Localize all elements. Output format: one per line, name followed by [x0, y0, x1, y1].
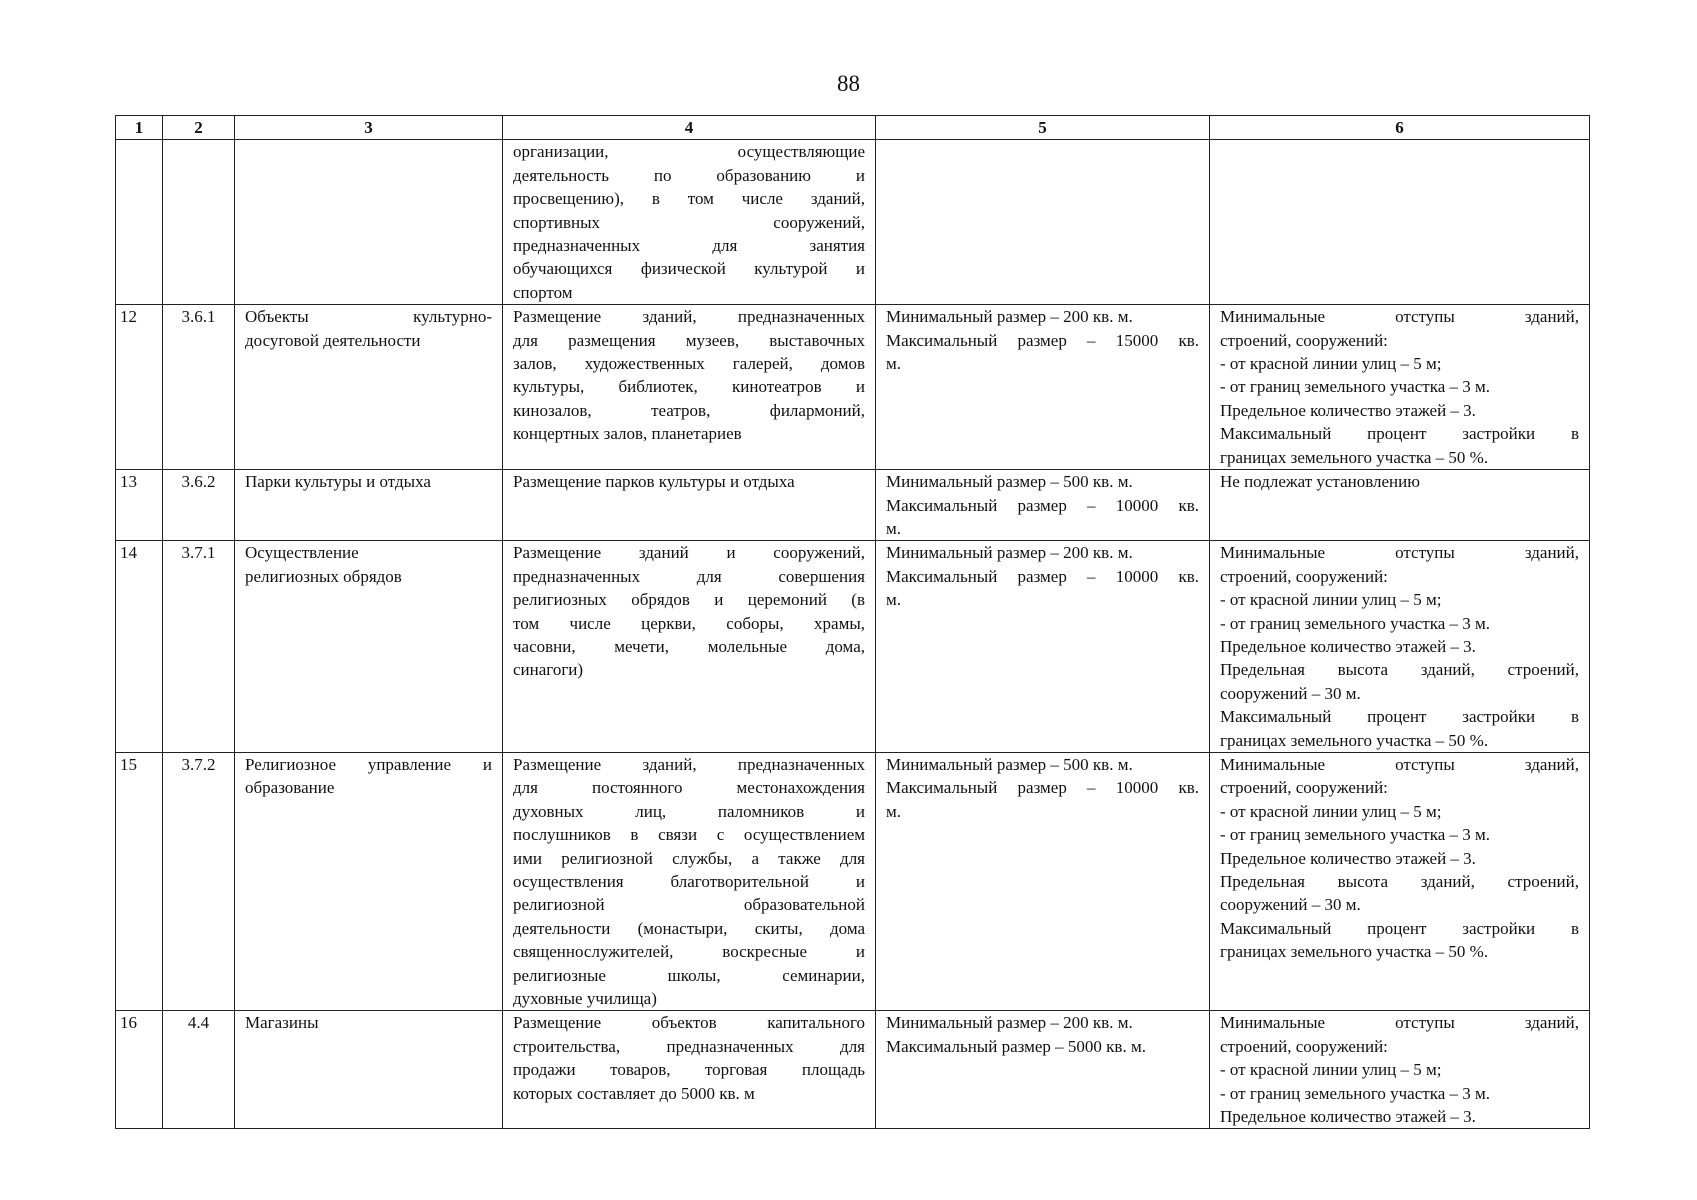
desc-line: священнослужителей, воскресные и [513, 942, 865, 962]
desc-line: концертных залов, планетариев [513, 424, 742, 444]
desc-line: Размещение объектов капитального [513, 1013, 865, 1033]
plot-size-cell [876, 1011, 1210, 1129]
table-row [116, 470, 1590, 541]
plot-size-cell [876, 470, 1210, 541]
desc-line: духовных лиц, паломников и [513, 801, 865, 821]
desc-line: спортивных сооружений, [513, 212, 865, 232]
params-line: - от границ земельного участка – 3 м. [1220, 825, 1490, 845]
construction-parameters-cell [1210, 305, 1590, 470]
construction-parameters-cell [1210, 1011, 1590, 1129]
params-line: Предельная высота зданий, строений, [1220, 872, 1579, 891]
name-line: Объекты культурно- [245, 307, 492, 327]
desc-line: том числе церкви, соборы, храмы, [513, 613, 865, 633]
row-code-cell: 4.4 [163, 1011, 235, 1129]
params-line: - от красной линии улиц – 5 м; [1220, 354, 1442, 374]
size-line: Минимальный размер – 500 кв. м. [886, 472, 1133, 492]
size-line: Минимальный размер – 500 кв. м. [886, 754, 1133, 774]
params-line: - от границ земельного участка – 3 м. [1220, 377, 1490, 397]
row-code-cell: 3.7.2 [163, 752, 235, 1010]
row-number-cell [116, 140, 163, 305]
params-line: границах земельного участка – 50 %. [1220, 447, 1489, 467]
params-line: Минимальные отступы зданий, [1220, 1013, 1579, 1033]
params-line: - от красной линии улиц – 5 м; [1220, 801, 1442, 821]
desc-line: религиозных обрядов и церемоний (в [513, 590, 865, 610]
name-line: Парки культуры и отдыха [245, 472, 431, 492]
params-line: сооружений – 30 м. [1220, 683, 1361, 703]
permitted-use-name-cell [235, 140, 503, 305]
permitted-use-name-cell [235, 305, 503, 470]
desc-line: спортом [513, 282, 573, 302]
plot-size-cell [876, 541, 1210, 753]
params-line: - от красной линии улиц – 5 м; [1220, 1060, 1442, 1080]
params-line: - от границ земельного участка – 3 м. [1220, 1083, 1490, 1103]
plot-size-cell [876, 305, 1210, 470]
size-line: Максимальный размер – 10000 кв. [886, 566, 1199, 586]
table-row [116, 541, 1590, 753]
desc-line: религиозной образовательной [513, 895, 865, 915]
name-line: Религиозное управление и [245, 754, 492, 774]
params-line: Максимальный процент застройки в [1220, 424, 1579, 444]
table-row [116, 1011, 1590, 1129]
desc-line: для размещения музеев, выставочных [513, 330, 865, 350]
desc-line: культуры, библиотек, кинотеатров и [513, 377, 865, 397]
params-line: Минимальные отступы зданий, [1220, 543, 1579, 563]
header-cell-4: 4 [503, 116, 876, 140]
permitted-use-description-cell [503, 752, 876, 1010]
params-line: Максимальный процент застройки в [1220, 707, 1579, 727]
desc-line: которых составляет до 5000 кв. м [513, 1083, 755, 1103]
size-line: Максимальный размер – 10000 кв. [886, 778, 1199, 798]
desc-line: часовни, мечети, молельные дома, [513, 636, 865, 656]
construction-parameters-cell [1210, 140, 1590, 305]
desc-line: строительства, предназначенных для [513, 1036, 865, 1056]
permitted-use-name-cell [235, 541, 503, 753]
name-line: досуговой деятельности [245, 330, 421, 350]
desc-line: послушников в связи с осуществлением [513, 825, 865, 845]
desc-line: кинозалов, театров, филармоний, [513, 400, 865, 420]
permitted-use-name-cell [235, 470, 503, 541]
name-line: Магазины [245, 1013, 319, 1033]
permitted-use-name-cell [235, 752, 503, 1010]
header-cell-6: 6 [1210, 116, 1590, 140]
params-line: Минимальные отступы зданий, [1220, 307, 1579, 327]
desc-line: деятельность по образованию и [513, 165, 865, 185]
desc-line: просвещению), в том числе зданий, [513, 189, 865, 209]
size-line: м. [886, 518, 902, 538]
row-code-cell: 3.7.1 [163, 541, 235, 753]
size-line: Минимальный размер – 200 кв. м. [886, 1013, 1133, 1033]
params-line: строений, сооружений: [1220, 566, 1388, 586]
row-number-cell: 12 [116, 305, 163, 470]
desc-line: религиозные школы, семинарии, [513, 965, 865, 985]
desc-line: Размещение зданий, предназначенных [513, 307, 865, 327]
desc-line: обучающихся физической культурой и [513, 259, 865, 279]
desc-line: деятельности (монастыри, скиты, дома [513, 918, 865, 938]
desc-line: залов, художественных галерей, домов [513, 354, 865, 374]
regulations-table [115, 115, 1590, 1129]
table-row [116, 140, 1590, 305]
header-row [116, 116, 1590, 140]
desc-line: для постоянного местонахождения [513, 778, 865, 798]
desc-line: синагоги) [513, 660, 584, 680]
params-line: строений, сооружений: [1220, 330, 1388, 350]
params-line: границах земельного участка – 50 %. [1220, 730, 1489, 750]
params-line: строений, сооружений: [1220, 1036, 1388, 1056]
desc-line: духовные училища) [513, 989, 657, 1009]
permitted-use-description-cell [503, 541, 876, 753]
size-line: Максимальный размер – 10000 кв. [886, 495, 1199, 515]
table-row [116, 305, 1590, 470]
params-line: сооружений – 30 м. [1220, 895, 1361, 915]
size-line: Минимальный размер – 200 кв. м. [886, 543, 1133, 563]
params-line: Предельное количество этажей – 3. [1220, 1107, 1476, 1127]
row-number-cell: 15 [116, 752, 163, 1010]
row-number-cell: 16 [116, 1011, 163, 1129]
size-line: Минимальный размер – 200 кв. м. [886, 307, 1133, 327]
permitted-use-description-cell [503, 470, 876, 541]
desc-line: осуществления благотворительной и [513, 872, 865, 891]
desc-line: Размещение зданий, предназначенных [513, 754, 865, 774]
construction-parameters-cell [1210, 541, 1590, 753]
params-line: Максимальный процент застройки в [1220, 918, 1579, 938]
desc-line: ими религиозной службы, а также для [513, 848, 865, 868]
size-line: Максимальный размер – 15000 кв. [886, 330, 1199, 350]
table-body [116, 140, 1590, 1129]
header-cell-5: 5 [876, 116, 1210, 140]
header-cell-2: 2 [163, 116, 235, 140]
params-line: границах земельного участка – 50 %. [1220, 942, 1489, 962]
desc-line: Размещение парков культуры и отдыха [513, 472, 795, 492]
size-line: м. [886, 590, 902, 610]
desc-line: продажи товаров, торговая площадь [513, 1060, 865, 1080]
params-line: Предельное количество этажей – 3. [1220, 848, 1476, 868]
row-code-cell [163, 140, 235, 305]
desc-line: предназначенных для совершения [513, 566, 865, 586]
params-line: строений, сооружений: [1220, 778, 1388, 798]
params-line: Предельное количество этажей – 3. [1220, 636, 1476, 656]
name-line: религиозных обрядов [245, 566, 402, 586]
permitted-use-description-cell [503, 305, 876, 470]
plot-size-cell [876, 140, 1210, 305]
params-line: Не подлежат установлению [1220, 472, 1420, 492]
header-cell-1: 1 [116, 116, 163, 140]
row-code-cell: 3.6.1 [163, 305, 235, 470]
params-line: Минимальные отступы зданий, [1220, 754, 1579, 774]
params-line: Предельное количество этажей – 3. [1220, 400, 1476, 420]
page-number: 88 [837, 71, 860, 96]
name-line: Осуществление [245, 543, 359, 563]
row-number-cell: 14 [116, 541, 163, 753]
desc-line: Размещение зданий и сооружений, [513, 543, 865, 563]
params-line: Предельная высота зданий, строений, [1220, 660, 1579, 680]
name-line: образование [245, 778, 335, 798]
construction-parameters-cell [1210, 470, 1590, 541]
size-line: Максимальный размер – 5000 кв. м. [886, 1036, 1146, 1056]
table-row [116, 752, 1590, 1010]
desc-line: предназначенных для занятия [513, 236, 865, 256]
permitted-use-description-cell [503, 140, 876, 305]
row-code-cell: 3.6.2 [163, 470, 235, 541]
params-line: - от красной линии улиц – 5 м; [1220, 590, 1442, 610]
size-line: м. [886, 801, 902, 821]
row-number-cell: 13 [116, 470, 163, 541]
permitted-use-description-cell [503, 1011, 876, 1129]
size-line: м. [886, 354, 902, 374]
plot-size-cell [876, 752, 1210, 1010]
construction-parameters-cell [1210, 752, 1590, 1010]
permitted-use-name-cell [235, 1011, 503, 1129]
header-cell-3: 3 [235, 116, 503, 140]
params-line: - от границ земельного участка – 3 м. [1220, 613, 1490, 633]
desc-line: организации, осуществляющие [513, 142, 865, 162]
